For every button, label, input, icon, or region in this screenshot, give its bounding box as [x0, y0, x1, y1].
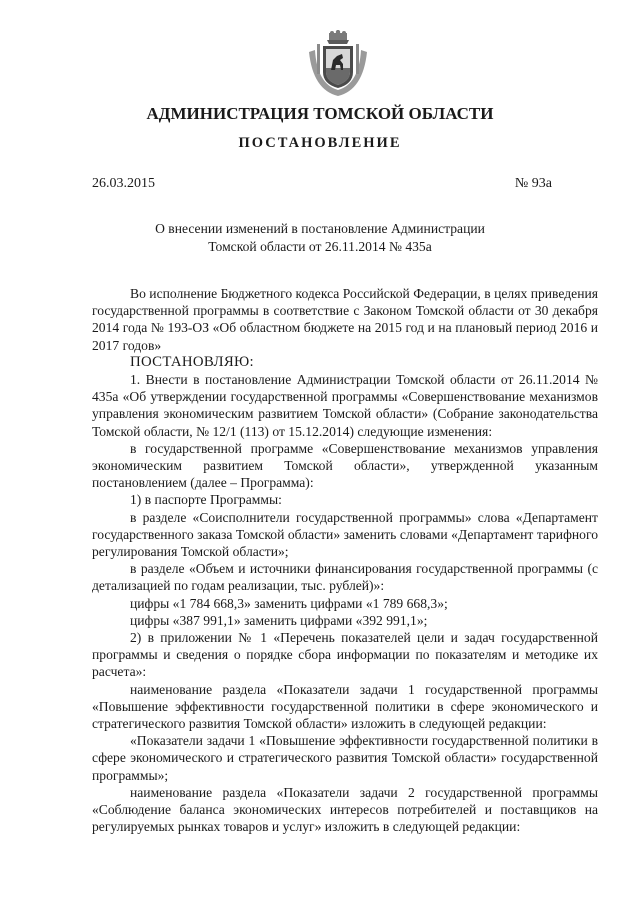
document-type: ПОСТАНОВЛЕНИЕ	[238, 135, 402, 151]
paragraph: 1. Внести в постановление Администрации Томской области от 26.11.2014 № 435а «Об утверждении государственной программы «Совершенствование механизмов управления экономическим развитием Томской области» (Собрание законодательства Томской области, № 12/1 (113) от 15.12.2014) следующие изменения:	[92, 372, 598, 439]
paragraph: Во исполнение Бюджетного кодекса Российской Федерации, в целях приведения государственной программы в соответствие с Законом Томской области от 30 декабря 2014 года № 193-ОЗ «Об областном бюджете на 2015 год и на плановый период 2016 и 2017 годов»	[92, 286, 598, 353]
paragraph: в разделе «Соисполнители государственной программы» слова «Департамент государственного заказа Томской области» заменить словами «Департамент тарифного регулирования Томской области»;	[92, 509, 598, 560]
tomsk-coat-of-arms-icon	[303, 30, 373, 98]
paragraph: цифры «1 784 668,3» заменить цифрами «1 789 668,3»;	[130, 595, 448, 611]
paragraph: цифры «387 991,1» заменить цифрами «392 991,1»;	[130, 612, 428, 628]
subject-line: Томской области от 26.11.2014 № 435а	[208, 239, 432, 254]
paragraph: 2) в приложении № 1 «Перечень показателей цели и задач государственной программы и сведения о порядке сбора информации по показателям и методике их расчета»:	[92, 630, 598, 680]
document-date: 26.03.2015	[92, 176, 155, 191]
organization-title: АДМИНИСТРАЦИЯ ТОМСКОЙ ОБЛАСТИ	[146, 104, 494, 123]
paragraph: 1) в паспорте Программы:	[130, 492, 282, 508]
paragraph: наименование раздела «Показатели задачи 1 государственной программы «Повышение эффективности государственной политики в сфере экономического и стратегического развития Томской области» изложить в следующей редакции:	[92, 681, 598, 732]
subject-line: О внесении изменений в постановление Администрации	[155, 221, 485, 236]
document-number: № 93а	[514, 176, 552, 191]
decree-word: ПОСТАНОВЛЯЮ:	[130, 353, 254, 370]
paragraph: в государственной программе «Совершенствование механизмов управления экономическим развитием Томской области», утвержденной указанным постановлением (далее – Программа):	[92, 440, 598, 491]
paragraph: наименование раздела «Показатели задачи 2 государственной программы «Соблюдение баланса экономических интересов потребителей и поставщиков на регулируемых рынках товаров и услуг» изложить в следующей редакции:	[92, 784, 598, 835]
paragraph: «Показатели задачи 1 «Повышение эффективности государственной политики в сфере экономического и стратегического развития Томской области» государственной программы»;	[92, 733, 598, 783]
paragraph: в разделе «Объем и источники финансирования государственной программы (с детализацией по годам реализации, тыс. рублей)»:	[92, 561, 598, 594]
document-subject	[0, 220, 640, 256]
document-body	[92, 285, 598, 836]
